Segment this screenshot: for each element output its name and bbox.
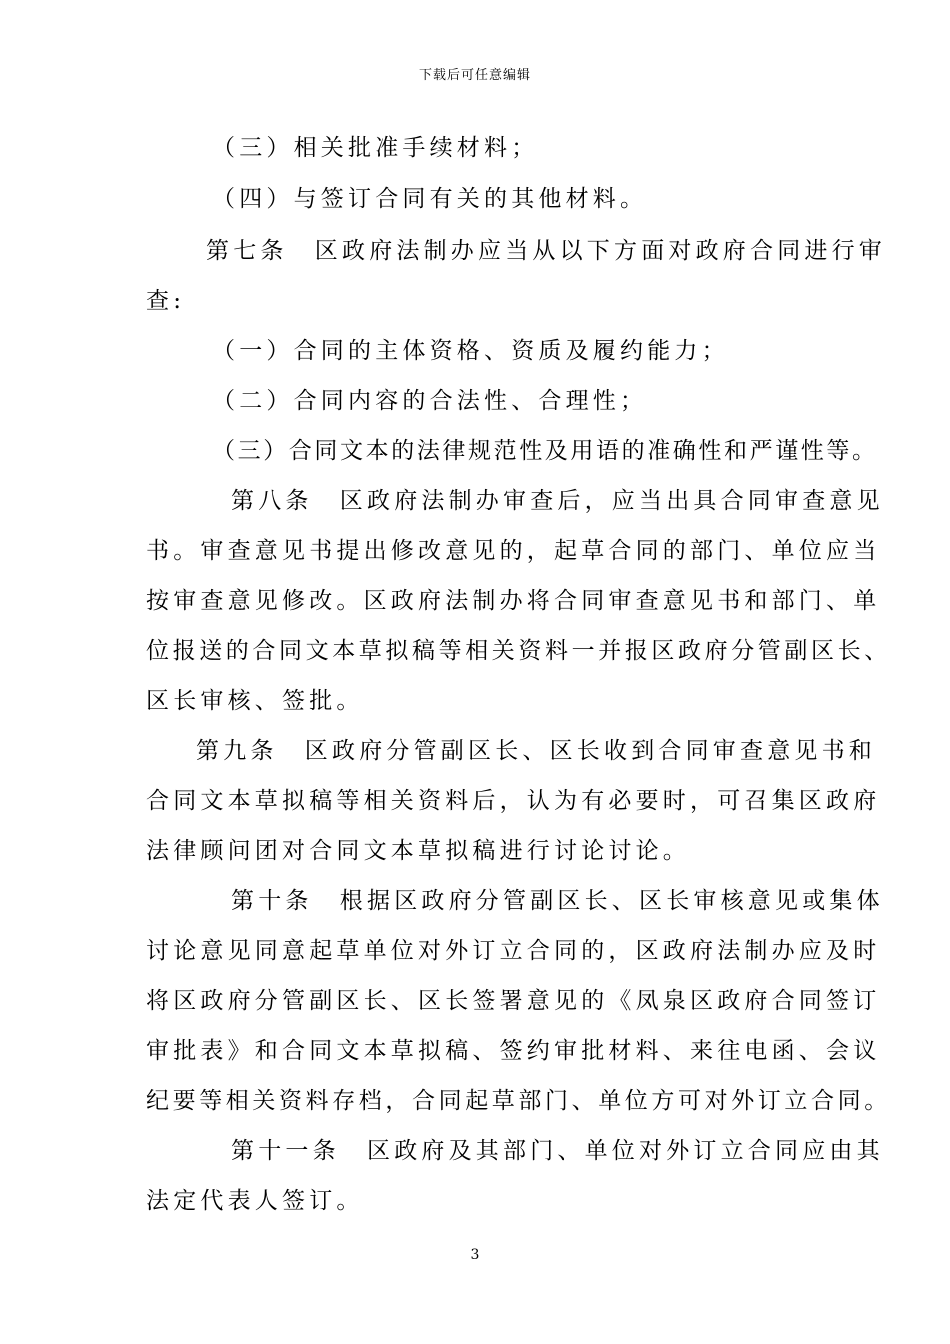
text-line: 合同文本草拟稿等相关资料后，认为有必要时，可召集区政府: [146, 788, 881, 814]
text-line: 审批表》和合同文本草拟稿、签约审批材料、来往电函、会议: [146, 1038, 881, 1064]
text-line: 将区政府分管副区长、区长签署意见的《凤泉区政府合同签订: [146, 988, 881, 1014]
article-line: 第七条 区政府法制办应当从以下方面对政府合同进行审: [206, 238, 886, 264]
text-line: （四）与签订合同有关的其他材料。: [212, 186, 648, 212]
text-line: 法律顾问团对合同文本草拟稿进行讨论讨论。: [146, 838, 690, 864]
text-line: 讨论意见同意起草单位对外订立合同的，区政府法制办应及时: [146, 938, 881, 964]
text-line: 法定代表人签订。: [146, 1188, 364, 1214]
text-line: （三）合同文本的法律规范性及用语的准确性和严谨性等。: [212, 438, 878, 464]
article-line: 第九条 区政府分管副区长、区长收到合同审查意见书和: [196, 738, 876, 764]
article-line: 第十条 根据区政府分管副区长、区长审核意见或集体: [231, 888, 884, 914]
page-header: 下载后可任意编辑: [418, 68, 531, 83]
text-line: 区长审核、签批。: [146, 688, 364, 714]
text-line: （三）相关批准手续材料；: [212, 135, 539, 161]
text-line: 按审查意见修改。区政府法制办将合同审查意见书和部门、单: [146, 588, 881, 614]
article-line: 第八条 区政府法制办审查后，应当出具合同审查意见: [231, 488, 884, 514]
text-line: （一）合同的主体资格、资质及履约能力；: [212, 338, 729, 364]
text-line: 位报送的合同文本草拟稿等相关资料一并报区政府分管副区长、: [146, 638, 891, 664]
page-number: 3: [470, 1247, 480, 1263]
text-line: 纪要等相关资料存档，合同起草部门、单位方可对外订立合同。: [146, 1088, 891, 1114]
text-line: （二）合同内容的合法性、合理性；: [212, 388, 648, 414]
text-line: 书。审查意见书提出修改意见的，起草合同的部门、单位应当: [146, 538, 881, 564]
article-line: 第十一条 区政府及其部门、单位对外订立合同应由其: [231, 1138, 884, 1164]
text-line: 查:: [146, 288, 186, 314]
